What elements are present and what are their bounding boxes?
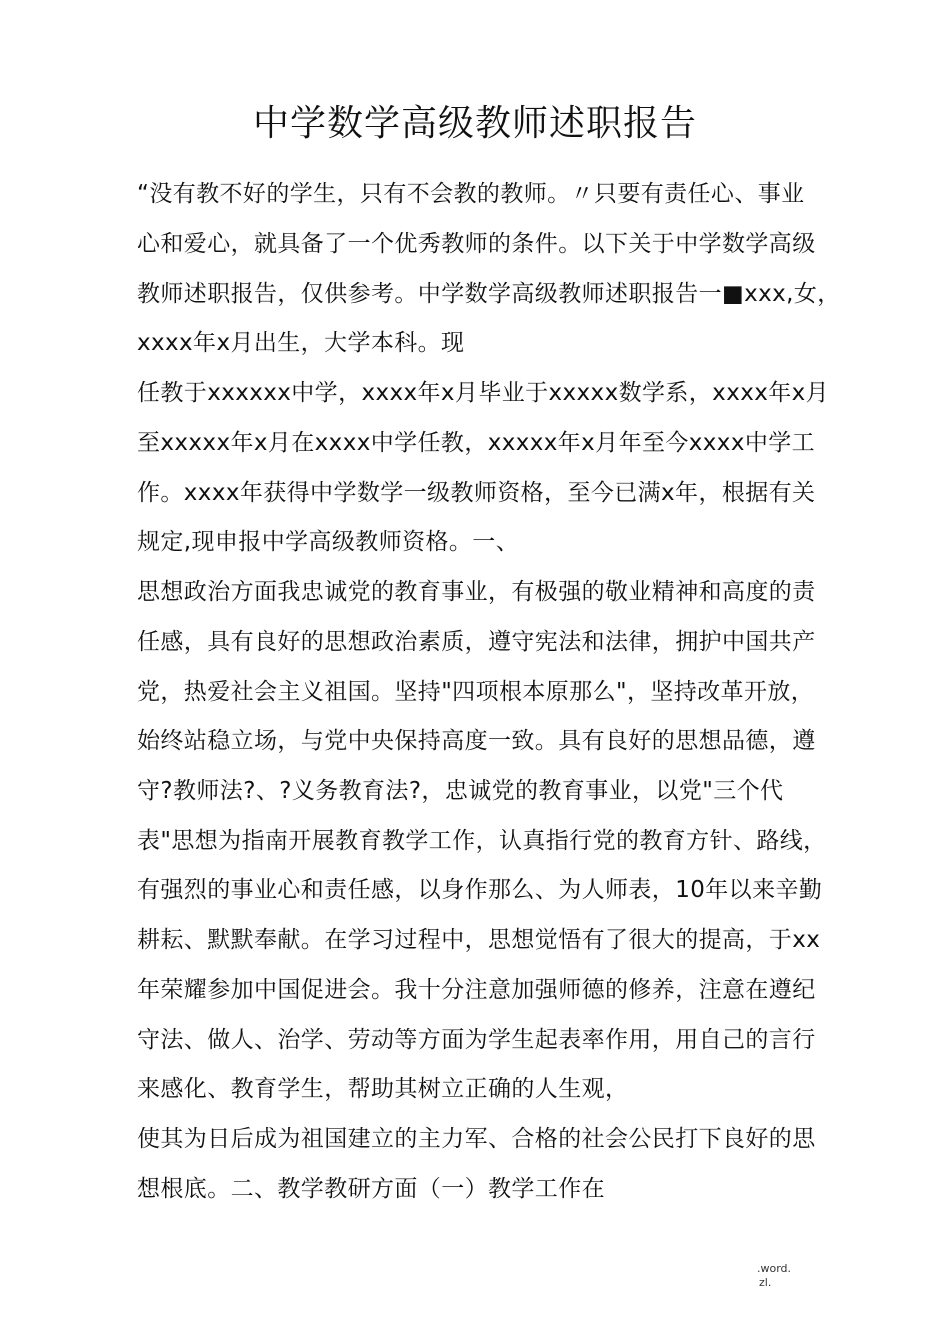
paragraph-line: 有强烈的事业心和责任感，以身作那么、为人师表，10年以来辛勤: [137, 877, 823, 903]
paragraph-line: 使其为日后成为祖国建立的主力军、合格的社会公民打下良好的思: [137, 1126, 816, 1152]
paragraph-line: 教师述职报告，仅供参考。中学数学高级教师述职报告一■xxx,女，: [137, 281, 841, 307]
paragraph-line: 心和爱心，就具备了一个优秀教师的条件。以下关于中学数学高级: [137, 231, 816, 257]
paragraph-line: 年荣耀参加中国促进会。我十分注意加强师德的修养，注意在遵纪: [137, 977, 816, 1003]
paragraph-line: 至xxxxx年x月在xxxx中学任教，xxxxx年x月年至今xxxx中学工: [137, 430, 816, 456]
paragraph-line: 思想政治方面我忠诚党的教育事业，有极强的敬业精神和高度的责: [137, 579, 816, 605]
paragraph-line: 想根底。二、教学教研方面（一）教学工作在: [137, 1176, 605, 1202]
footer-line-1: .word.: [757, 1262, 792, 1275]
paragraph-line: 守法、做人、治学、劳动等方面为学生起表率作用，用自己的言行: [137, 1027, 816, 1053]
paragraph-line: 耕耘、默默奉献。在学习过程中，思想觉悟有了很大的提高，于xx: [137, 927, 821, 953]
paragraph-line: 表"思想为指南开展教育教学工作，认真指行党的教育方针、路线，: [137, 828, 827, 854]
paragraph-line: 任感，具有良好的思想政治素质，遵守宪法和法律，拥护中国共产: [137, 629, 816, 655]
paragraph-line: 来感化、教育学生，帮助其树立正确的人生观，: [137, 1076, 629, 1102]
paragraph-line: xxxx年x月出生，大学本科。现: [137, 330, 465, 356]
footer-line-2: zl.: [759, 1276, 772, 1289]
paragraph-line: 作。xxxx年获得中学数学一级教师资格，至今已满x年，根据有关: [137, 480, 816, 506]
paragraph-line: 守?教师法?、?义务教育法?，忠诚党的教育事业，以党"三个代: [137, 778, 784, 804]
page-footer: [757, 1262, 791, 1290]
paragraph-line: 党，热爱社会主义祖国。坚持"四项根本原那么"，坚持改革开放，: [137, 679, 815, 705]
paragraph-line: 始终站稳立场，与党中央保持高度一致。具有良好的思想品德，遵: [137, 728, 816, 754]
paragraph-line: 任教于xxxxxx中学，xxxx年x月毕业于xxxxx数学系，xxxx年x月: [137, 380, 830, 406]
paragraph-line: 规定,现申报中学高级教师资格。一、: [137, 529, 520, 555]
paragraph-line: “没有教不好的学生，只有不会教的教师。〃只要有责任心、事业: [137, 181, 805, 207]
document-title: 中学数学高级教师述职报告: [252, 103, 697, 144]
